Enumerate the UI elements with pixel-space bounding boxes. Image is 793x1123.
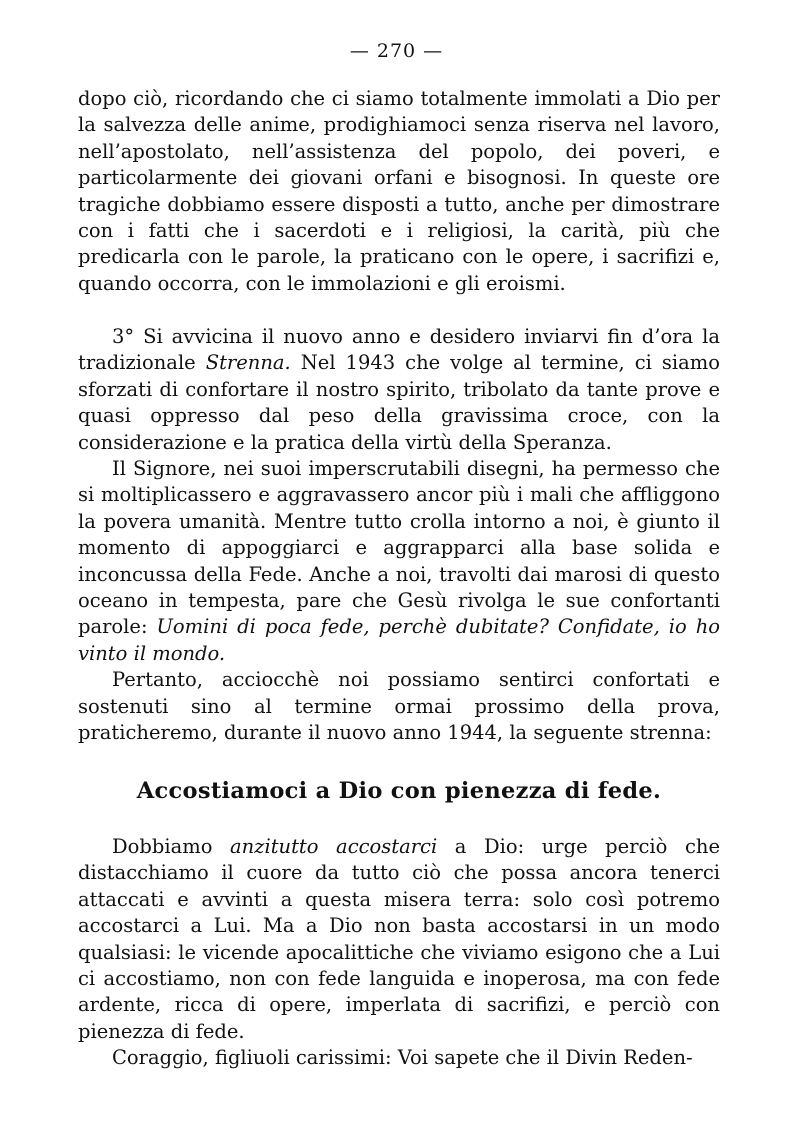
paragraph-6: Coraggio, figliuoli carissimi: Voi sapete che il Divin Reden-	[112, 1046, 693, 1070]
paragraph-3	[78, 456, 720, 667]
paragraph-5-italic: anzitutto accostarci	[230, 835, 438, 858]
paragraph-4: Pertanto, acciocchè noi possiamo sentirci confortati e sostenuti sino al termine ormai prossimo della prova, praticheremo, durante il nuovo anno 1944, la seguente strenna:	[78, 668, 720, 745]
section-heading: Accostiamoci a Dio con pienezza di fede.	[136, 778, 662, 804]
paragraph-2	[78, 324, 720, 456]
paragraph-3-text: Il Signore, nei suoi imperscrutabili disegni, ha permesso che si moltiplicassero e aggravassero ancor più i mali che affliggono la povera umanità. Mentre tutto crolla intorno a noi, è giunto il momento di appoggiarci e aggrapparci alla base solida e inconcussa della Fede. Anche a noi, travolti dai marosi di questo oceano in tempesta, pare che Gesù rivolga le sue confortanti parole:	[78, 457, 720, 639]
paragraph-2-italic: Strenna.	[205, 351, 291, 375]
paragraph-2-text-end: Nel 1943 che volge al termine, ci siamo sforzati di confortare il nostro spirito, tribolato da tante prove e quasi oppresso dal peso della gravissima croce, con la considerazione e la pratica della virtù della Speranza.	[78, 351, 720, 454]
text-block-top	[78, 86, 720, 297]
paragraph-3-italic-quote: Uomini di poca fede, perchè dubitate? Confidate, io ho vinto il mondo.	[78, 615, 720, 665]
paragraph-5	[78, 834, 720, 1045]
paragraph-1: dopo ciò, ricordando che ci siamo totalmente immolati a Dio per la salvezza delle anime, prodighiamoci senza riserva nel lavoro, nell’apostolato, nell’assistenza del popolo, dei poveri, e particolarmente dei giovani orfani e bisognosi. In queste ore tragiche dobbiamo essere disposti a tutto, anche per dimostrare con i fatti che i sacerdoti e i religiosi, la carità, più che predicarla con le parole, la praticano con le opere, i sacrifizi e, quando occorra, con le immolazioni e gli eroismi.	[78, 87, 720, 295]
page-number: — 270 —	[349, 40, 444, 62]
text-block-bottom	[78, 834, 720, 1072]
text-block-middle	[78, 324, 720, 747]
paragraph-5-text-end: a Dio: urge perciò che distacchiamo il cuore da tutto ciò che possa ancora tenerci attaccati e avvinti a questa misera terra: solo così potremo accostarci a Lui. Ma a Dio non basta accostarsi in un modo qualsiasi: le vicende apocalittiche che viviamo esigono che a Lui ci accostiamo, non con fede languida e inoperosa, ma con fede ardente, ricca di opere, imperlata di sacrifizi, e perciò con pienezza di fede.	[78, 835, 720, 1043]
paragraph-5-text-start: Dobbiamo	[112, 835, 230, 858]
paragraph-2-text-start: 3° Si avvicina il nuovo anno e desidero inviarvi fin d’ora la tradizionale	[78, 325, 720, 375]
